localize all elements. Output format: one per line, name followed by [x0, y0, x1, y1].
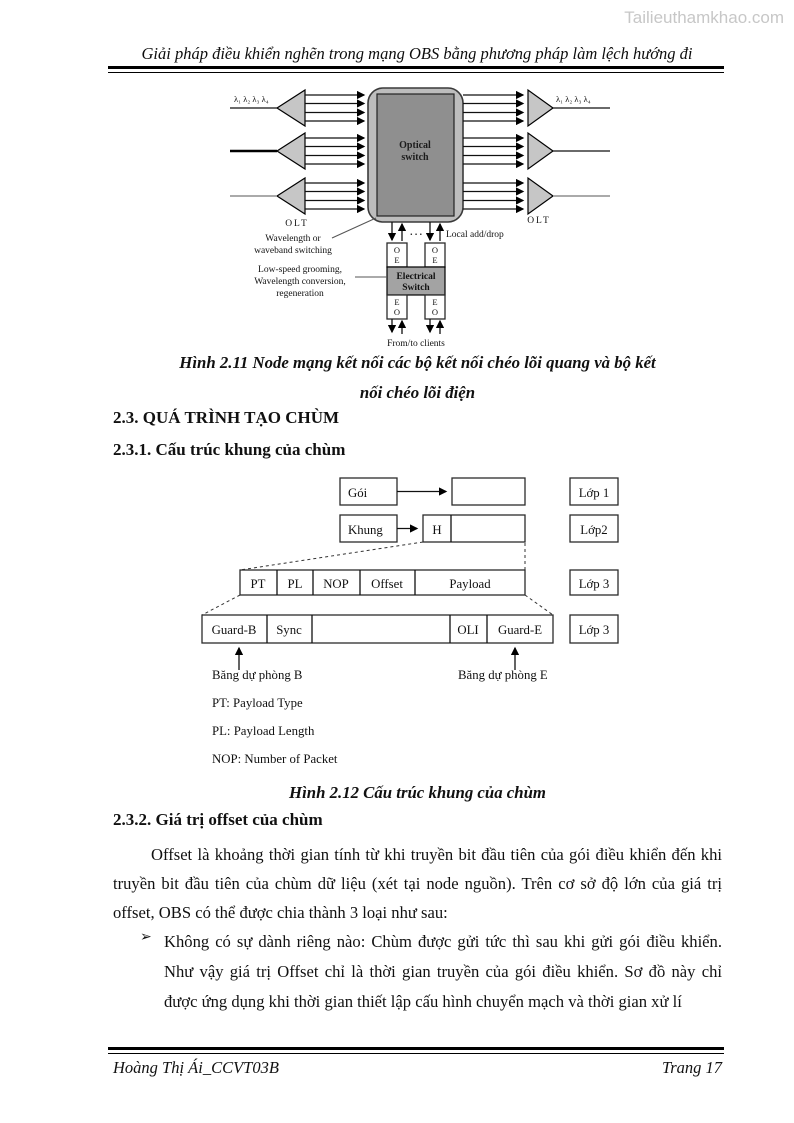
field-guard-b: Guard-B: [211, 623, 257, 637]
lop2-label: Lớp2: [580, 523, 608, 537]
section-2-3-2-heading: 2.3.2. Giá trị offset của chùm: [113, 810, 323, 829]
pt-definition: PT: Payload Type: [212, 696, 303, 710]
footer-rule: [108, 1047, 724, 1054]
band-b-label: Băng dự phòng B: [212, 668, 303, 682]
expansion-dash: [202, 595, 240, 615]
field-sync: Sync: [276, 623, 302, 637]
section-2-3-1-heading: 2.3.1. Cấu trúc khung của chùm: [113, 440, 346, 459]
figure-2-11-caption: [113, 348, 722, 408]
bullet-paragraph: Không có sự dành riêng nào: Chùm được gửi tức thì sau khi gửi gói điều khiển. Như vậy giá trị Offset chỉ là thời gian truyền của gói điều khiển. Sơ đồ này chỉ được ứng dụng khi thời gian thiết lập cấu hình chuyển mạch và thời gian xử lí: [164, 932, 722, 1011]
optical-switch-label-2: switch: [401, 152, 429, 163]
lambda-label-right: λ₁ λ₂ λ₃ λ₄: [556, 94, 591, 104]
from-to-clients-label: From/to clients: [387, 339, 445, 349]
watermark: Tailieuthamkhao.com: [624, 8, 784, 27]
field-oli: OLI: [457, 623, 479, 637]
section-2-3-heading: 2.3. QUÁ TRÌNH TẠO CHÙM: [113, 408, 340, 427]
pl-definition: PL: Payload Length: [212, 724, 315, 738]
local-adddrop-label: Local add/drop: [446, 230, 504, 240]
bullet-arrow-icon: ➢: [140, 929, 152, 945]
field-guard-e: Guard-E: [497, 623, 543, 637]
eo-label-e: E: [432, 297, 438, 307]
mux-triangle-right-2: [528, 133, 553, 169]
lop1-label: Lớp 1: [578, 486, 610, 500]
lop3-label: Lớp 3: [578, 577, 610, 591]
goi-label: Gói: [348, 486, 368, 500]
footer-author: Hoàng Thị Ái_CCVT03B: [113, 1058, 279, 1077]
mux-triangle-right-3: [528, 178, 553, 214]
ellipsis-label: . . .: [410, 228, 422, 238]
demux-triangle-left-3: [277, 178, 305, 214]
eo-label-e: E: [394, 297, 400, 307]
figure-2-11-diagram: [150, 85, 650, 355]
header-rule: [108, 66, 724, 73]
demux-triangle-left-1: [277, 90, 305, 126]
header-label: H: [432, 523, 442, 537]
grooming-label-1: Low-speed grooming,: [258, 265, 342, 275]
figure-2-11-caption-line1: Hình 2.11 Node mạng kết nối các bộ kết nối chéo lõi quang và bộ kết: [179, 353, 656, 372]
olt-label-right: OLT: [527, 216, 551, 226]
eo-label-o: O: [431, 307, 439, 317]
electrical-switch-label-1: Electrical: [396, 272, 436, 282]
oe-label-e: E: [394, 255, 400, 265]
packet-box: [452, 478, 525, 505]
oe-label-o: O: [431, 245, 439, 255]
grooming-label-2: Wavelength conversion,: [254, 277, 346, 287]
annotation-pointer: [332, 218, 376, 238]
figure-2-11-caption-line2: nối chéo lõi điện: [359, 383, 476, 402]
field-offset: Offset: [371, 577, 403, 591]
oe-label-e: E: [432, 255, 438, 265]
grooming-label-3: regeneration: [276, 289, 324, 299]
optical-switch-label-1: Optical: [399, 140, 431, 151]
page-header-title: Giải pháp điều khiển nghẽn trong mạng OBS bằng phương pháp làm lệch hướng đi: [141, 44, 693, 63]
figure-2-12-diagram: [150, 470, 710, 770]
oe-label-o: O: [393, 245, 401, 255]
mux-triangle-right-1: [528, 90, 553, 126]
nop-definition: NOP: Number of Packet: [212, 752, 338, 766]
offset-paragraph: Offset là khoảng thời gian tính từ khi truyền bit đầu tiên của gói điều khiển đến khi truyền bit đầu tiên của chùm dữ liệu (xét tại node nguồn). Trên cơ sở độ lớn của giá trị offset, OBS có thể được chia thành 3 loại như sau:: [113, 845, 722, 922]
footer-page-number: Trang 17: [661, 1058, 722, 1077]
expansion-dash: [240, 542, 423, 570]
field-pt: PT: [250, 577, 266, 591]
lop3-label: Lớp 3: [578, 623, 610, 637]
expansion-dash: [525, 595, 553, 615]
electrical-switch-label-2: Switch: [402, 283, 430, 293]
olt-label-left: OLT: [285, 219, 309, 229]
figure-2-12-caption: Hình 2.12 Cấu trúc khung của chùm: [289, 783, 546, 802]
field-nop: NOP: [323, 577, 349, 591]
field-pl: PL: [287, 577, 303, 591]
demux-triangle-left-2: [277, 133, 305, 169]
khung-label: Khung: [348, 523, 383, 537]
wavelength-switching-label-2: waveband switching: [254, 246, 332, 256]
eo-label-o: O: [393, 307, 401, 317]
wavelength-switching-label-1: Wavelength or: [265, 234, 321, 244]
band-e-label: Băng dự phòng E: [458, 668, 548, 682]
lambda-label-left: λ₁ λ₂ λ₃ λ₄: [234, 94, 269, 104]
field-payload: Payload: [449, 577, 491, 591]
